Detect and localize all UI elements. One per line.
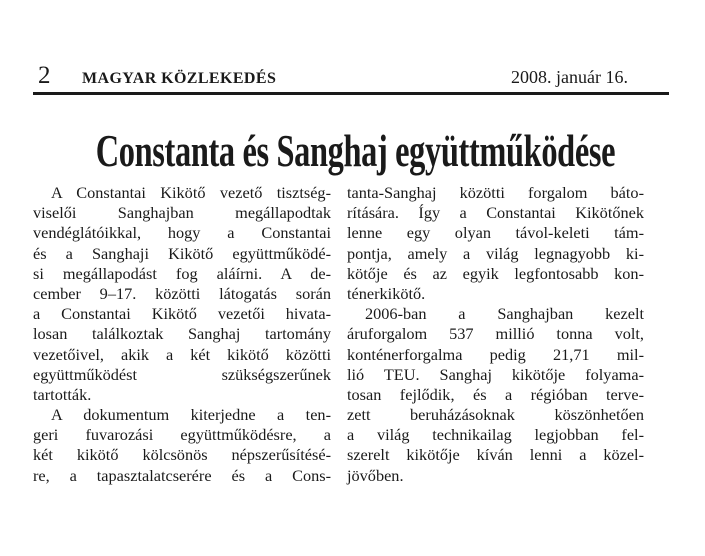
text-line: együttműködést szükségszerűnek [33,364,331,384]
text-line: pontja, amely a világ legnagyobb ki- [347,243,644,263]
text-line: rítására. Így a Constantai Kikötőnek [347,203,644,223]
article-column-right [347,183,644,486]
text-line: tartották. [33,384,92,404]
text-line: két kikötő kölcsönös népszerűsítésé- [33,445,331,465]
text-line: losan találkoztak Sanghaj tartomány [33,324,331,344]
text-line: konténerforgalma pedig 21,71 mil- [347,344,644,364]
text-line: áruforgalom 537 millió tonna volt, [347,324,644,344]
text-line: és a Sanghaji Kikötő együttműködé- [33,243,331,263]
header-rule [33,92,669,95]
issue-date: 2008. január 16. [511,67,628,87]
text-line: geri fuvarozási együttműködésre, a [33,425,331,445]
text-line: vezetőivel, akik a két kikötő közötti [33,344,331,364]
text-line: ténerkikötő. [347,283,426,303]
text-line: si megállapodást fog aláírni. A de- [33,263,331,283]
text-line: a világ technikailag legjobban fel- [347,425,644,445]
page-header [0,0,705,96]
text-line: lió TEU. Sanghaj kikötője folyama- [347,364,644,384]
page-number: 2 [38,62,51,89]
text-line: 2006-ban a Sanghajban kezelt [365,304,644,324]
text-line: A dokumentum kiterjedne a ten- [51,405,331,425]
text-line: zett beruházásoknak köszönhetően [347,405,644,425]
text-line: viselői Sanghajban megállapodtak [33,203,331,223]
text-line: re, a tapasztalatcserére és a Cons- [33,465,331,485]
text-line: tanta-Sanghaj közötti forgalom báto- [347,183,644,202]
article-title: Constanta és Sanghaj együttműködése [95,126,616,176]
text-line: cember 9–17. közötti látogatás során [33,283,331,303]
text-line: vendéglátóikkal, hogy a Constantai [33,223,331,243]
publication-name: MAGYAR KÖZLEKEDÉS [82,70,277,87]
text-line: a Constantai Kikötő vezetői hivata- [33,304,331,324]
text-line: szerelt kikötője kíván lenni a közel- [347,445,644,465]
text-line: tosan fejlődik, és a régióban terve- [347,384,644,404]
text-line: lenne egy olyan távol-keleti tám- [347,223,644,243]
text-line: A Constantai Kikötő vezető tisztség- [51,183,331,202]
text-line: jövőben. [347,465,404,485]
text-line: kötője és az egyik legfontosabb kon- [347,263,644,283]
article-column-left [33,183,331,486]
